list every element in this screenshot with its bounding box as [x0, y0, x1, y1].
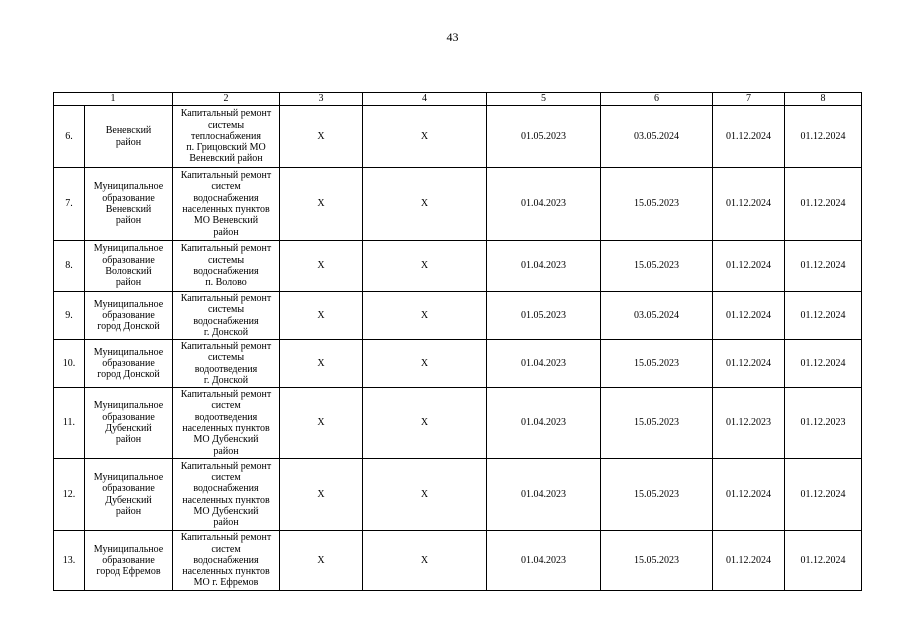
- col5-date-cell: 01.05.2023: [487, 106, 601, 168]
- work-description-cell: Капитальный ремонт систем водоснабжения населенных пунктов МО Дубенский район: [173, 459, 280, 531]
- col4-cell: Х: [363, 340, 487, 388]
- col6-date-cell: 15.05.2023: [601, 340, 713, 388]
- col8-date-cell: 01.12.2024: [785, 531, 862, 591]
- row-number: 9.: [54, 292, 85, 340]
- table-row: [54, 106, 862, 168]
- municipality-cell: Муниципальное образование Воловский район: [85, 241, 173, 292]
- header-cell-8: 8: [785, 93, 862, 106]
- col3-cell: Х: [280, 292, 363, 340]
- table-row: [54, 531, 862, 591]
- col8-date-cell: 01.12.2024: [785, 292, 862, 340]
- row-number: 11.: [54, 388, 85, 459]
- col5-date-cell: 01.04.2023: [487, 531, 601, 591]
- col8-date-cell: 01.12.2024: [785, 106, 862, 168]
- col5-date-cell: 01.05.2023: [487, 292, 601, 340]
- col4-cell: Х: [363, 106, 487, 168]
- row-number: 6.: [54, 106, 85, 168]
- schedule-table: [53, 92, 862, 591]
- col6-date-cell: 15.05.2023: [601, 241, 713, 292]
- municipality-cell: Муниципальное образование город Ефремов: [85, 531, 173, 591]
- col3-cell: Х: [280, 388, 363, 459]
- col4-cell: Х: [363, 241, 487, 292]
- col8-date-cell: 01.12.2023: [785, 388, 862, 459]
- row-number: 8.: [54, 241, 85, 292]
- col4-cell: Х: [363, 388, 487, 459]
- municipality-cell: Муниципальное образование город Донской: [85, 292, 173, 340]
- table-row: [54, 459, 862, 531]
- municipality-cell: Муниципальное образование Дубенский район: [85, 388, 173, 459]
- col6-date-cell: 15.05.2023: [601, 388, 713, 459]
- municipality-cell: Веневский район: [85, 106, 173, 168]
- header-cell-4: 4: [363, 93, 487, 106]
- header-cell-3: 3: [280, 93, 363, 106]
- header-cell-1: 1: [54, 93, 173, 106]
- header-row: [54, 93, 862, 106]
- col7-date-cell: 01.12.2024: [713, 168, 785, 241]
- work-description-cell: Капитальный ремонт систем водоснабжения населенных пунктов МО Веневский район: [173, 168, 280, 241]
- col7-date-cell: 01.12.2023: [713, 388, 785, 459]
- col5-date-cell: 01.04.2023: [487, 168, 601, 241]
- col4-cell: Х: [363, 292, 487, 340]
- work-description-cell: Капитальный ремонт системы теплоснабжения п. Грицовский МО Веневский район: [173, 106, 280, 168]
- col5-date-cell: 01.04.2023: [487, 388, 601, 459]
- col7-date-cell: 01.12.2024: [713, 340, 785, 388]
- col3-cell: Х: [280, 241, 363, 292]
- col7-date-cell: 01.12.2024: [713, 459, 785, 531]
- work-description-cell: Капитальный ремонт системы водоснабжения п. Волово: [173, 241, 280, 292]
- header-cell-6: 6: [601, 93, 713, 106]
- col6-date-cell: 03.05.2024: [601, 292, 713, 340]
- col8-date-cell: 01.12.2024: [785, 340, 862, 388]
- municipality-cell: Муниципальное образование Веневский район: [85, 168, 173, 241]
- header-cell-7: 7: [713, 93, 785, 106]
- col3-cell: Х: [280, 106, 363, 168]
- table-row: [54, 340, 862, 388]
- municipality-cell: Муниципальное образование Дубенский район: [85, 459, 173, 531]
- col4-cell: Х: [363, 168, 487, 241]
- col7-date-cell: 01.12.2024: [713, 106, 785, 168]
- col6-date-cell: 15.05.2023: [601, 459, 713, 531]
- header-cell-2: 2: [173, 93, 280, 106]
- col7-date-cell: 01.12.2024: [713, 292, 785, 340]
- col5-date-cell: 01.04.2023: [487, 459, 601, 531]
- col6-date-cell: 15.05.2023: [601, 168, 713, 241]
- header-cell-5: 5: [487, 93, 601, 106]
- col7-date-cell: 01.12.2024: [713, 531, 785, 591]
- col6-date-cell: 15.05.2023: [601, 531, 713, 591]
- col8-date-cell: 01.12.2024: [785, 168, 862, 241]
- col6-date-cell: 03.05.2024: [601, 106, 713, 168]
- work-description-cell: Капитальный ремонт систем водоотведения населенных пунктов МО Дубенский район: [173, 388, 280, 459]
- row-number: 7.: [54, 168, 85, 241]
- col8-date-cell: 01.12.2024: [785, 241, 862, 292]
- col5-date-cell: 01.04.2023: [487, 241, 601, 292]
- col3-cell: Х: [280, 340, 363, 388]
- row-number: 10.: [54, 340, 85, 388]
- work-description-cell: Капитальный ремонт системы водоснабжения г. Донской: [173, 292, 280, 340]
- col3-cell: Х: [280, 168, 363, 241]
- col5-date-cell: 01.04.2023: [487, 340, 601, 388]
- row-number: 12.: [54, 459, 85, 531]
- table-row: [54, 241, 862, 292]
- col4-cell: Х: [363, 459, 487, 531]
- table-row: [54, 168, 862, 241]
- table-row: [54, 388, 862, 459]
- work-description-cell: Капитальный ремонт системы водоотведения г. Донской: [173, 340, 280, 388]
- table-row: [54, 292, 862, 340]
- col3-cell: Х: [280, 459, 363, 531]
- row-number: 13.: [54, 531, 85, 591]
- col7-date-cell: 01.12.2024: [713, 241, 785, 292]
- col3-cell: Х: [280, 531, 363, 591]
- col4-cell: Х: [363, 531, 487, 591]
- municipality-cell: Муниципальное образование город Донской: [85, 340, 173, 388]
- col8-date-cell: 01.12.2024: [785, 459, 862, 531]
- page-number: 43: [446, 30, 459, 44]
- work-description-cell: Капитальный ремонт систем водоснабжения населенных пунктов МО г. Ефремов: [173, 531, 280, 591]
